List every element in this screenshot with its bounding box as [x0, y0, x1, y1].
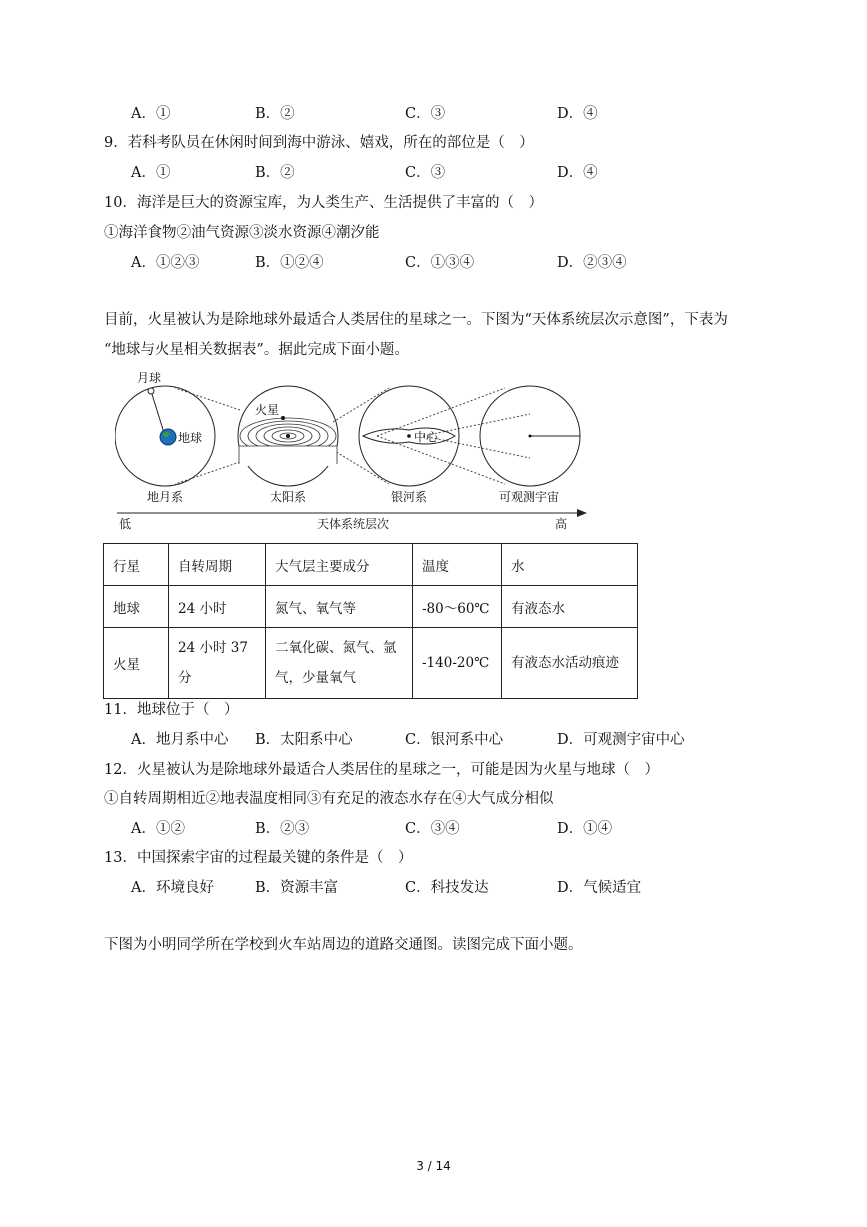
intro1-line2: “地球与火星相关数据表”。据此完成下面小题。 [104, 342, 409, 358]
q9-option-d: D．④ [557, 165, 598, 181]
q12-option-c: C．③④ [405, 821, 460, 837]
q11-option-b: B．太阳系中心 [255, 732, 353, 748]
label-solar-system: 太阳系 [270, 490, 307, 504]
table-cell: 氮气、氧气等 [266, 586, 413, 628]
galaxy-center-dot [407, 434, 411, 438]
table-row [104, 586, 638, 628]
table-cell: 24 小时 37 分 [169, 628, 266, 699]
table-header-cell: 自转周期 [169, 544, 266, 586]
q8-option-d: D．④ [557, 106, 598, 122]
q13-option-d: D．气候适宜 [557, 880, 642, 896]
mars-icon [281, 416, 285, 420]
q11-stem: 11．地球位于（ ） [104, 702, 239, 718]
table-cell: -80～60℃ [413, 586, 502, 628]
table-header-cell: 温度 [413, 544, 502, 586]
table-cell: 地球 [104, 586, 169, 628]
projection-lines [175, 388, 530, 484]
label-observable-universe: 可观测宇宙 [499, 490, 560, 504]
table-row [104, 628, 638, 699]
q11-option-d: D．可观测宇宙中心 [557, 732, 685, 748]
q11-option-a: A．地月系中心 [131, 732, 229, 748]
q10-option-d: D．②③④ [557, 255, 627, 271]
q12-option-d: D．①④ [557, 821, 613, 837]
table-header-cell: 行星 [104, 544, 169, 586]
axis-arrow-icon [577, 509, 587, 517]
q8-option-b: B．② [255, 106, 295, 122]
moon-label: 月球 [137, 371, 162, 385]
table-header-cell: 水 [502, 544, 638, 586]
q10-option-b: B．①②④ [255, 255, 324, 271]
q10-option-c: C．①③④ [405, 255, 475, 271]
q9-option-c: C．③ [405, 165, 446, 181]
q10-stem: 10．海洋是巨大的资源宝库，为人类生产、生活提供了丰富的（ ） [104, 195, 543, 211]
q12-option-a: A．①② [131, 821, 185, 837]
q12-stem: 12．火星被认为是除地球外最适合人类居住的星球之一，可能是因为火星与地球（ ） [104, 762, 659, 778]
q9-stem: 9．若科考队员在休闲时间到海中游泳、嬉戏，所在的部位是（ ） [104, 135, 534, 151]
table-cell: 有液态水 [502, 586, 638, 628]
label-earth-moon-system: 地月系 [147, 490, 184, 504]
q10-items: ①海洋食物②油气资源③淡水资源④潮汐能 [104, 225, 380, 241]
axis-low-label: 低 [119, 517, 132, 531]
q8-option-a: A．① [131, 106, 171, 122]
q11-option-c: C．银河系中心 [405, 732, 504, 748]
q13-stem: 13．中国探索宇宙的过程最关键的条件是（ ） [104, 850, 413, 866]
table-cell: 24 小时 [169, 586, 266, 628]
table-cell: 有液态水活动痕迹 [502, 628, 638, 699]
table-cell: -140-20℃ [413, 628, 502, 699]
intro2: 下图为小明同学所在学校到火车站周边的道路交通图。读图完成下面小题。 [104, 937, 583, 953]
q12-option-b: B．②③ [255, 821, 310, 837]
q13-option-a: A．环境良好 [131, 880, 214, 896]
celestial-system-diagram [115, 366, 590, 532]
sun-icon [286, 434, 290, 438]
intro1-line1: 目前，火星被认为是除地球外最适合人类居住的星球之一。下图为“天体系统层次示意图”，下表为 [104, 312, 728, 328]
table-cell: 二氧化碳、氮气、氩气，少量氧气 [266, 628, 413, 699]
page-number: 3 / 14 [416, 1159, 451, 1173]
axis-high-label: 高 [555, 517, 568, 531]
table-cell: 火星 [104, 628, 169, 699]
table-header-cell: 大气层主要成分 [266, 544, 413, 586]
moon-icon [148, 388, 154, 394]
label-milky-way: 银河系 [391, 490, 428, 504]
q10-option-a: A．①②③ [131, 255, 200, 271]
mars-label: 火星 [255, 403, 280, 417]
q13-option-c: C．科技发达 [405, 880, 489, 896]
galaxy-center-label: 中心 [414, 430, 439, 444]
table-header-row [104, 544, 638, 586]
axis-title: 天体系统层次 [317, 517, 390, 531]
earth-label: 地球 [178, 431, 203, 445]
earth-icon [160, 429, 176, 445]
q9-option-a: A．① [131, 165, 171, 181]
q12-items: ①自转周期相近②地表温度相同③有充足的液态水存在④大气成分相似 [104, 791, 554, 807]
q8-option-c: C．③ [405, 106, 446, 122]
q13-option-b: B．资源丰富 [255, 880, 339, 896]
earth-mars-data-table [103, 543, 638, 699]
q9-option-b: B．② [255, 165, 295, 181]
